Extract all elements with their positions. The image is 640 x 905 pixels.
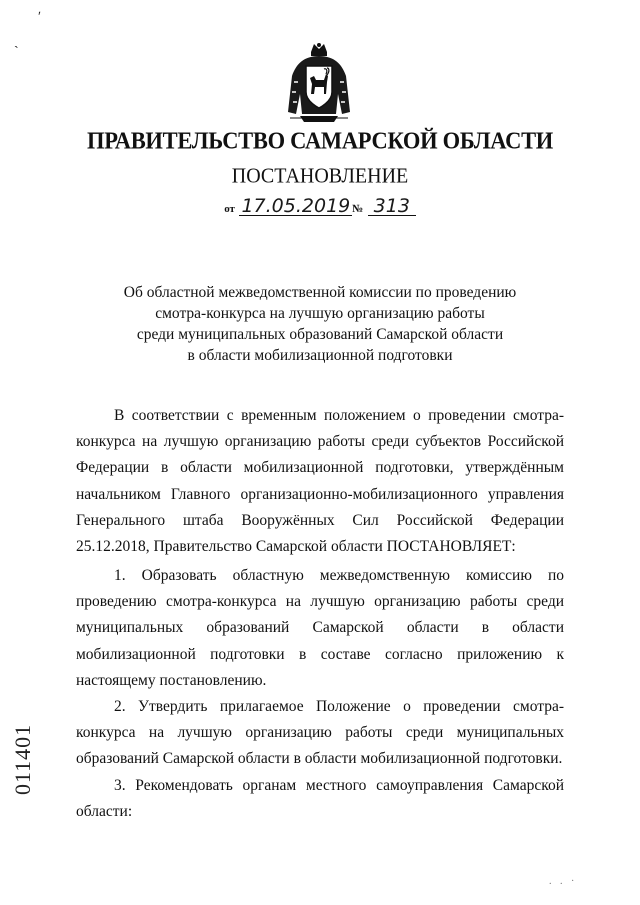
- handwritten-date: 17.05.2019: [241, 195, 351, 217]
- subject-line: среди муниципальных образований Самарской области: [136, 326, 504, 343]
- pen-mark: ʹ: [38, 10, 42, 25]
- government-name: ПРАВИТЕЛЬСТВО САМАРСКОЙ ОБЛАСТИ: [87, 126, 553, 155]
- number-prefix: №: [352, 203, 364, 215]
- serial-number: 011401: [10, 723, 35, 795]
- clause-2-paragraph: 2. Утвердить прилагаемое Положение о проведении смотра-конкурса на лучшую организацию работы среди муниципальных образований Самарской области в области мобилизационной подготовки.: [76, 698, 564, 768]
- subject-line: в области мобилизационной подготовки: [187, 347, 453, 364]
- document-subject: [0, 282, 640, 366]
- clause-1-paragraph: 1. Образовать областную межведомственную комиссию по проведению смотра-конкурса на лучшую организацию работы среди муниципальных образований Самарской области в области мобилизационной подготовки в составе согласно приложению к настоящему постановлению.: [76, 567, 564, 689]
- pen-mark: ˏ: [14, 34, 19, 49]
- subject-line: Об областной межведомственной комиссии по проведению: [123, 284, 517, 301]
- date-prefix: от: [224, 203, 235, 215]
- date-number-line: [0, 196, 640, 217]
- subject-line: смотра-конкурса на лучшую организацию работы: [155, 305, 485, 322]
- scan-speckles: . . ·: [549, 876, 578, 887]
- handwritten-number: 313: [368, 197, 416, 216]
- samara-coat-of-arms-icon: [284, 42, 354, 124]
- preamble-paragraph: В соответствии с временным положением о проведении смотра-конкурса на лучшую организацию работы среди субъектов Российской Федерации в области мобилизационной подготовки, утверждённым начальником Главного организационно-мобилизационного управления Генерального штаба Вооружённых Сил Российской Федерации 25.12.2018, Правительство Самарской области ПОСТАНОВЛЯЕТ:: [76, 407, 564, 556]
- clause-3-paragraph: 3. Рекомендовать органам местного самоуправления Самарской области:: [76, 777, 564, 821]
- document-type: ПОСТАНОВЛЕНИЕ: [231, 164, 409, 188]
